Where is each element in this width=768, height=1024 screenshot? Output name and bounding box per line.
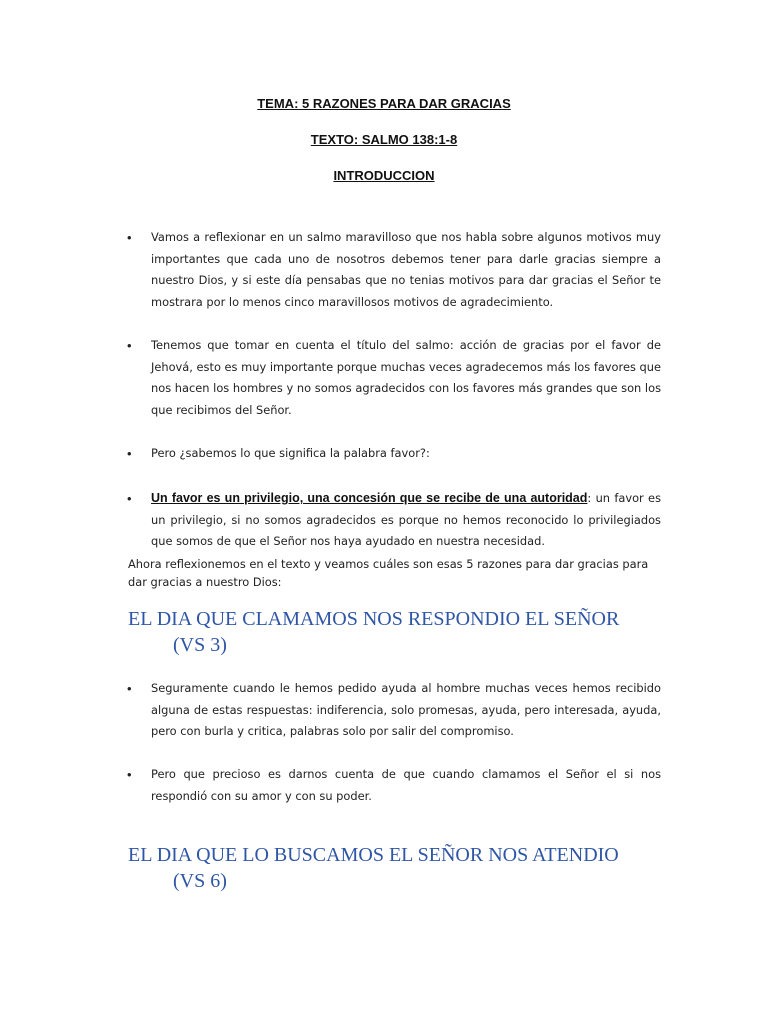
- section-heading-1: [128, 606, 688, 658]
- list-item-favor: [127, 488, 661, 553]
- bullet-icon: •: [127, 767, 132, 782]
- list-item: [127, 335, 661, 421]
- section-verse: (VS 6): [173, 870, 227, 892]
- list-item-text: Pero ¿sabemos lo que significa la palabra favor?:: [151, 446, 430, 460]
- list-item: [127, 678, 661, 743]
- section-heading-2: [128, 842, 688, 894]
- list-item-text: Vamos a reflexionar en un salmo maravilloso que nos habla sobre algunos motivos muy importantes que cada uno de nosotros debemos tener para darle gracias siempre a nuestro Dios, y si este día pensabas que no tenias motivos para dar gracias el Señor te mostrara por lo menos cinco maravillosos motivos de agradecimiento.: [151, 230, 661, 309]
- favor-explanation: : un favor es un privilegio, si no somos agradecidos es porque no hemos reconocido lo privilegiados que somos de que el Señor nos haya ayudado en nuestra necesidad.: [151, 491, 662, 548]
- list-item: [127, 764, 661, 807]
- section-title: EL DIA QUE LO BUSCAMOS EL SEÑOR NOS ATENDIO: [128, 844, 619, 866]
- intro-heading: INTRODUCCION: [333, 168, 435, 183]
- texto-heading: TEXTO: SALMO 138:1-8: [310, 132, 458, 147]
- section-title: EL DIA QUE CLAMAMOS NOS RESPONDIO EL SEÑOR: [128, 608, 620, 630]
- list-item-text: Pero que precioso es darnos cuenta de que cuando clamamos el Señor el si nos respondió con su amor y con su poder.: [151, 767, 661, 803]
- bullet-icon: •: [127, 338, 132, 353]
- list-item: [127, 443, 661, 465]
- bullet-icon: •: [127, 230, 132, 245]
- bullet-icon: •: [127, 491, 132, 506]
- list-item-text: Tenemos que tomar en cuenta el título del salmo: acción de gracias por el favor de Jehová, esto es muy importante porque muchas veces agradecemos más los favores que nos hacen los hombres y no somos agradecidos con los favores más grandes que son los que recibimos del Señor.: [151, 338, 661, 417]
- tema-heading: TEMA: 5 RAZONES PARA DAR GRACIAS: [257, 96, 511, 111]
- list-item: [127, 227, 661, 313]
- section-verse: (VS 3): [173, 634, 227, 656]
- list-item-text: Seguramente cuando le hemos pedido ayuda al hombre muchas veces hemos recibido alguna de estas respuestas: indiferencia, solo promesas, ayuda, pero interesada, ayuda, pero con burla y critica, palabras solo por salir del compromiso.: [151, 681, 661, 738]
- bullet-icon: •: [127, 681, 132, 696]
- list-item-text: [151, 488, 661, 553]
- transition-paragraph: Ahora reflexionemos en el texto y veamos cuáles son esas 5 razones para dar gracias para dar gracias a nuestro Dios:: [128, 557, 649, 589]
- bullet-icon: •: [127, 446, 132, 461]
- favor-definition: Un favor es un privilegio, una concesión que se recibe de una autoridad: [151, 491, 588, 505]
